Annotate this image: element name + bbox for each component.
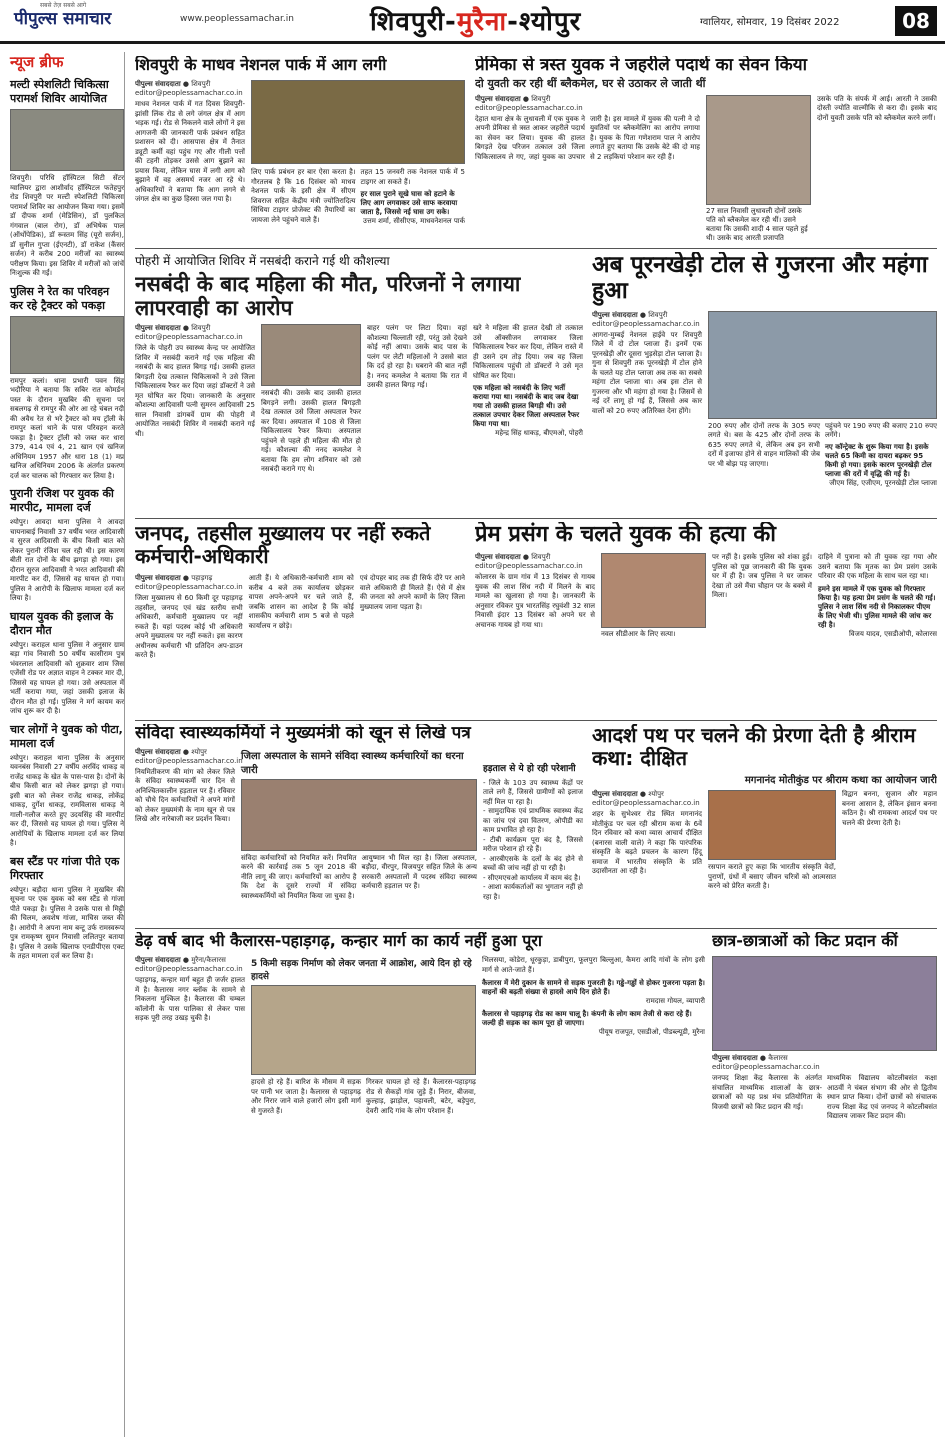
story-text: तहत 15 जनवरी तक नेशनल पार्क में 5 टाइगर आ सकते हैं। <box>360 168 465 186</box>
youth-photo <box>706 95 811 205</box>
brief-headline: घायल युवक की इलाज के दौरान मौत <box>10 609 114 637</box>
website-link[interactable]: www.peoplessamachar.in <box>180 14 294 24</box>
kicker: पोहरी में आयोजित शिविर में नसबंदी कराने गई थी कौशल्या <box>135 254 390 268</box>
students-photo <box>712 956 937 1051</box>
email: editor@peoplessamachar.co.in <box>135 333 243 342</box>
quote-author: महेन्द्र सिंह धाकड़, बीएमओ, पोहरी <box>495 429 583 438</box>
deck: जिला अस्पताल के सामने संविदा स्वास्थ्य कर्मचारियों का धरना जारी <box>241 750 464 776</box>
story-text: पहाड़गढ़, कन्हार मार्ग बहुत ही जर्जर हालत में है। कैलारस नगर ब्लॉक के सामने से निकलना मुश्किल है। कैलारस की चम्बल कॉलोनी के पास पालिका से लेकर पास सड़क पूरी तरह उखड़ चुकी है। <box>135 976 245 1023</box>
section-part3: -श्योपुर <box>507 7 582 37</box>
story-text: नसबंदी की। उसके बाद उसकी हालत बिगड़ने लगी। उसकी हालत बिगड़ती देख तत्काल उसे जिला अस्पताल रैफर कर दिया। अस्पताल में 108 से जिला चिकित्सालय रैफर किया। अस्पताल पहुंचने से पहले ही महिला की मौत हो गई। कौशल्या की ननद कमलेश ने बताया कि हम लोग शनिवार को उसे नसबंदी कराने गए थे। <box>261 389 361 474</box>
story-text: 200 रुपए और दोनों तरफ के 305 रुपए लगते थे। बस के 425 और दोनों तरफ के 635 रुपए लगते थे, लेकिन अब इन सभी दरों में इजाफा होने से वाहन मालिकों की जेब पर भी बोझ पड़ जाएगा। <box>708 421 820 468</box>
story-text: हादसे हो रहे हैं। बारिश के मौसम में सड़क पर पानी भर जाता है। कैलारस से पहाड़गढ़ और निरार जाने वाले हजारों लोग इसी मार्ग से गुजरते हैं। <box>251 1078 361 1115</box>
brief-text: रामपुर कलां। थाना प्रभारी पवन सिंह भदौरिया ने बताया कि सबिर रात कोमर्डन पस्त के दौरान मुखबिर की सूचना पर सबलगढ़ से रामपुर की ओर आ रहे चंबल नदी की अवैध रेत से भरे ट्रैक्टर को मय ट्रॉली के रामपुर कलां थाने के पास परिवहन करते पकड़ा है। ट्रैक्टर ट्रॉली को जब्त कर धारा 379, 414 एवं 4, 21 खान एवं खनिज अधिनियम 1957 और धारा 18 (1) मप्र खनिज अधिनियम 2006 के अंतर्गत प्रकरण दर्ज कर चालक को गिरफ्तार कर लिया है। <box>10 376 124 480</box>
story-text: जिला मुख्यालय से 60 किमी दूर पहाड़गढ़ तहसील, जनपद एवं खंड स्तरीय सभी अधिकारी, कर्मचारी मुख्यालय पर नहीं रुकते हैं। यहां पदस्थ कोई भी अधिकारी अपने मुख्यालय पर नहीं रुकते। इस कारण अधीनस्थ कर्मचारी भी प्रतिदिन अप-डाउन करते हैं। <box>135 594 243 659</box>
sidebar-item: - टीबी कार्यक्रम पूरा बंद है, जिससे मरीज परेशान हो रहे हैं। <box>483 835 583 854</box>
brief-text: श्योपुर। बड़ौदा थाना पुलिस ने मुखबिर की सूचना पर एक युवक को बस स्टैंड से गांजा पीते पकड़ा है। पुलिस ने उसके पास से मिट्टी की चिलम, अवशेष गांजा, माचिस जब्त की है। आरोपी ने अपना नाम बन्टू उर्फ रामस्वरूप पुत्र रामकृष्ण सुमन निवासी ललितपुर बताया है। पुलिस ने उसके खिलाफ एनडीपीएस एक्ट के तहत मामला दर्ज कर लिया है। <box>10 885 124 960</box>
story-murder <box>475 522 937 717</box>
email: editor@peoplessamachar.co.in <box>475 103 583 112</box>
headline: प्रेमिका से त्रस्त युवक ने जहरीले पदार्थ का सेवन किया <box>475 56 807 75</box>
quote: हमने इस मामले में एक युवक को गिरफ्तार किया है। यह हत्या प्रेम प्रसंग के चलते की गई। पुलिस ने लाश सिंध नदी से निकालकर पीएम के लिए भेजी थी। पुलिस मामले की जांच कर रही है। <box>818 584 936 629</box>
section-part2: मुरैना <box>456 7 508 37</box>
byline: पीपुल्स संवाददाता ● श्योपुर <box>592 790 664 798</box>
story-text: लिए पार्क प्रबंधन हर बार ऐसा करता है। गौरतलब है कि 16 दिसंबर को माधव नेशनल पार्क के इसी क्षेत्र में सीएम शिवराज सहित केंद्रीय मंत्री ज्योतिरादित्य सिंधिया टाइगर प्रोजेक्ट की तैयारियों का जायजा लेने पहुंचने वाले हैं। <box>251 168 356 224</box>
section-title <box>370 2 581 38</box>
quote-author: जीएम सिंह, एजीएम, पूरनखेड़ी टोल प्लाजा <box>829 478 937 487</box>
story-text: भिलसया, कोडेरा, धूरकुड़ा, डाबीपुरा, फूलपुरा बिल्लुआ, कैमरा आदि गांवों के लोग इसी मार्ग से आते-जाते हैं। <box>482 956 705 974</box>
story-text: खरे ने महिला की हालत देखी तो तत्काल उसे ऑक्सीजन लगवाकर जिला चिकित्सालय रैफर कर दिया, लेकिन रास्ते में ही उसने दम तोड़ दिया। जब वह जिला चिकित्सालय पहुंची तो डॉक्टरों ने उसे मृत घोषित कर दिया। <box>473 324 583 380</box>
headline: आदर्श पथ पर चलने की प्रेरणा देती है श्रीराम कथा: दीक्षित <box>592 724 916 770</box>
sidebar-item: - आशा कार्यकर्ताओं का भुगतान नहीं हो रहा है। <box>483 883 583 901</box>
logo-tagline: सबसे तेज़ सबसे आगे <box>40 2 87 9</box>
sidebar-item: - जिले के 103 उप स्वास्थ्य केंद्रों पर ताले लगे हैं, जिससे ग्रामीणों को इलाज नहीं मिल पा रहा है। <box>483 778 583 806</box>
brief-text: श्योपुर। कराहल थाना पुलिस के अनुसार यवनबंस निवासी 27 वर्षीय अरविंद धाकड़ व राजेंद्र धाकड़ के खेत के पास-पास है। दोनों के बीच किसी बात को लेकर झगड़ा हो गया। इसी बात को लेकर राजेंद्र धाकड़, लोकेंद्र धाकड़, दुर्गेश धाकड़, रामविलास धाकड़ ने गाली-गलौज करते हुए उदयसिंह की मारपीट कर दी, जिससे वह घायल हो गया। पुलिस ने आरोपियों के खिलाफ मामला दर्ज कर लिया है। <box>10 753 124 847</box>
divider <box>135 928 937 929</box>
story-text: बाहर पलंग पर लिटा दिया। वहां कौशल्या चिल्लाती रही, परंतु उसे देखने कोई नहीं आया। उसके बाद पास के पलंग पर लेटी महिलाओं ने उससे बात कि दर्द हो रहा है। घबराने की बात नहीं है। ननद कमलेश ने बताया कि रात में उसकी हालत बिगड़ गई। <box>367 324 467 390</box>
section-part1: शिवपुरी- <box>370 7 457 37</box>
brief-headline: पुलिस ने रेत का परिवहन कर रहे ट्रैक्टर को पकड़ा <box>10 284 110 312</box>
damaged-road-photo <box>251 985 476 1075</box>
story-text: एवं दोपहर बाद तक ही सिर्फ दौरे पर आने वाले अधिकारी ही मिलते हैं। ऐसे में क्षेत्र की जनता को अपने कामों के लिए जिला मुख्यालय जाना पड़ता है। <box>359 574 465 611</box>
divider <box>135 518 937 519</box>
story-ram-katha <box>592 724 937 924</box>
story-officials <box>135 522 465 717</box>
story-sterilization <box>135 252 583 514</box>
quote: एक महिला को नसबंदी के लिए भर्ती कराया गया था। नसबंदी के बाद जब देखा गया तो उसकी हालत बिगड़ी थी। उसे तत्काल उपचार देकर जिला अस्पताल रैफर किया गया था। <box>473 384 580 429</box>
toll-plaza-photo <box>708 311 937 419</box>
quote-author: रामदास गोयल, व्यापारी <box>645 997 705 1006</box>
deck: दो युवती कर रही थीं ब्लैकमेल, घर से उठाकर ले जाती थीं <box>475 76 706 90</box>
story-text: जनपद शिक्षा केंद्र कैलारस के अंतर्गत संचालित माध्यमिक शालाओं के छात्र-छात्राओं को यह प्रश्न मंच प्रतियोगिता के विजयी छात्रों को किट प्रदान की गई। <box>712 1074 822 1111</box>
story-text: पर नहीं है। इसके पुलिस को शंका हुई। पुलिस को पूछ जानकारी की कि युवक घर में ही है। जब पुलिस ने घर जाकर देखा तो उसे मैंचा चौहान पर के बक्से में मिला। <box>712 553 812 600</box>
brief-headline: पुरानी रंजिश पर युवक की मारपीट, मामला दर्ज <box>10 487 114 514</box>
brief-text: शिवपुरी। परिधि हॉस्पिटल सिटी सेंटर ग्वालियर द्वारा आशीर्वाद हॉस्पिटल फतेहपुर रोड शिवपुरी पर मल्टी स्पेशलिटी चिकित्सा परामर्श शिविर का आयोजन किया गया। इसमें डॉ दीपक शर्मा (मेडिसिन), डॉ पुलकित गंगवाल (बाल रोग), डॉ अभिषेक पाल (ऑर्थोपेडिक), डॉ रूस्तम सिंह (यूरो सर्जन), डॉ सुनील गुप्ता (ईएनटी), डॉ राकेश (कैंसर सर्जन) ने करीब 200 मरीजों का स्वास्थ्य परीक्षण किया। इस शिविर में मरीजों को जांचें निःशुल्क की गईं। <box>10 174 124 277</box>
page-number: 08 <box>895 6 937 36</box>
headline: डेढ़ वर्ष बाद भी कैलारस-पहाड़गढ़, कन्हार मार्ग का कार्य नहीं हुआ पूरा <box>135 932 543 950</box>
divider <box>135 720 937 721</box>
dateline: ग्वालियर, सोमवार, 19 दिसंबर 2022 <box>700 17 840 28</box>
quote-author: पीयूष राजपूत, एसडीओ, पीडब्ल्यूडी, मुरैना <box>598 1028 705 1037</box>
byline: पीपुल्स संवाददाता ● शिवपुरी <box>135 80 211 89</box>
story-text: गिरकर घायल हो रहे हैं। कैलारस-पहाड़गढ़ रोड से सैकड़ों गांव जुड़े हैं। निरार, बीजवा, कुल्हाड़, झाड़ोल, पहावली, बटेर, बड़ेपुरा, देवरी आदि गांव के लोग परेशान हैं। <box>366 1078 476 1115</box>
story-text: शहर के सुभेश्वर रोड स्थित मगनानंद मोतीकुंड पर चल रही श्रीराम कथा के 6वें दिन रविवार को कथा व्यास आचार्य दीक्षित (बनारस वाली वाले) ने कहा कि पारंपरिक संस्कृति के बढ़ते प्रचलन के कारण हिंदू समाज में भारतीय संस्कृति के प्रति उदासीनता आ रही है। <box>592 810 702 875</box>
headline: छात्र-छात्राओं को किट प्रदान कीं <box>712 932 898 950</box>
victim-photo <box>601 553 706 628</box>
story-text: पहुंचने पर 190 रुपए की बजाए 210 रुपए लगेंगे। <box>825 421 937 440</box>
story-text: उसके पति के संपर्क में आई। आरती ने उसकी दोस्ती ज्योति वाल्मीकि से करा दी। इसके बाद दोनों युवती उसके पति को ब्लैकमेल करने लगीं। <box>817 94 937 122</box>
story-text: संविदा कर्मचारियों को नियमित करें। नियमित करने की कार्रवाई तक 5 जून 2018 की नीति लागू की जाए। कर्मचारियों का आरोप है कि देश के दूसरे राज्यों में संविदा स्वास्थ्यकर्मियों को नियमित किया जा चुका है। <box>241 853 357 900</box>
brief-headline: चार लोगों ने युवक को पीटा, मामला दर्ज <box>10 722 123 750</box>
story-text: नियमितीकरण की मांग को लेकर जिले के संविदा स्वास्थ्यकर्मी चार दिन से अनिश्चितकालीन हड़ताल पर हैं। रविवार को चौथे दिन कर्मचारियों ने अपने मांगों को लेकर मुख्यमंत्री के नाम खून से पत्र लिखे और नारेबाजी कर प्रदर्शन किया। <box>135 767 235 824</box>
story-kits <box>712 932 937 1182</box>
brief-text: श्योपुर। कराहल थाना पुलिस ने अनुसार ग्राम बड़ा गांव निवासी 50 वर्षीय कासीराम पुत्र भंवरलाल आदिवासी को शुक्रवार शाम जिस एजेंसी रोड पर अज्ञात वाहन ने टक्कर मार दी, जिससे वह घायल हो गया। उसे अस्पताल में भर्ती कराया गया, जहां उसकी इलाज के दौरान मौत हो गई। पुलिस ने मर्ग कायम कर जांच शुरू कर दी है। <box>10 640 124 715</box>
story-text: आयुष्मान भी मिल रहा है। जिला अस्पताल, बड़ौदा, वीरपुर, विजयपुर सहित जिले के अन्य सरकारी अस्पतालों में पदस्थ संविदा स्वास्थ्य कर्मचारी हड़ताल पर हैं। <box>361 853 477 891</box>
story-blood-letters <box>135 724 583 924</box>
email: editor@peoplessamachar.co.in <box>135 756 243 765</box>
brief-photo-camp <box>10 109 124 171</box>
headline: प्रेम प्रसंग के चलते युवक की हत्या की <box>475 522 776 547</box>
byline: पीपुल्स संवाददाता ● मुरैना/कैलारस <box>135 956 226 965</box>
deck: मगनानंद मोतीकुंड पर श्रीराम कथा का आयोजन जारी <box>744 775 937 786</box>
headline: जनपद, तहसील मुख्यालय पर नहीं रुकते कर्मचारी-अधिकारी <box>135 522 431 568</box>
brief-photo-tractor <box>10 316 124 374</box>
email: editor@peoplessamachar.co.in <box>475 562 583 571</box>
headline: संविदा स्वास्थ्यकर्मियों ने मुख्यमंत्री को खून से लिखे पत्र <box>135 724 471 743</box>
byline: पीपुल्स संवाददाता ● कैलारस <box>712 1054 788 1063</box>
story-park-fire <box>135 56 465 246</box>
sidebar-item: - सामुदायिक एवं प्राथमिक स्वास्थ्य केंद्र का जांच एवं दवा वितरण, ओपीडी का काम प्रभावित हो रहा है। <box>483 807 583 835</box>
story-text: रसपान कराते हुए कहा कि भारतीय संस्कृति वेदों, पुराणों, ग्रंथों में बसाए जीवन चरित्रों को आत्मसात करने को प्रेरित करती है। <box>708 863 836 890</box>
sidebar-heading: हड़ताल से ये हो रही परेशानी <box>483 763 576 774</box>
quote-author: विजय यादव, एसडीओपी, कोलारस <box>848 629 937 638</box>
quote: हर साल पुराने सूखे घास को हटाने के लिए आग लगवाकर उसे साफ करवाया जाता है, जिससे नई घास उग सके। <box>360 190 458 217</box>
email: editor@peoplessamachar.co.in <box>712 1063 820 1072</box>
story-text: दाहिने में पुत्राना को ती युवक रहा गया और उसने बताया कि मृतक का प्रेम प्रसंग उसके परिवार की एक महिला के साथ चल रहा था। <box>818 553 937 581</box>
quote: कैलारस में मेरी दुकान के सामने से सड़क गुजरती है। गड्ढे-गड्ढों से होकर गुजरना पड़ता है। वाहनों की बढ़ती संख्या से हादसे आये दिन होते हैं। <box>482 979 705 997</box>
byline: पीपुल्स संवाददाता ● शिवपुरी <box>475 94 551 103</box>
deck: 5 किमी सड़क निर्माण को लेकर जनता में आक्रोश, आये दिन हो रहे हादसे <box>251 959 472 983</box>
masthead <box>0 0 945 44</box>
hospital-photo <box>261 324 361 386</box>
sidebar-item: - आरबीएसके के दलों के बंद होने से बच्चों की जांच नहीं हो पा रही है। <box>483 854 583 873</box>
story-text: जिले के पोहरी उप स्वास्थ्य केन्द्र पर आयोजित शिविर में नसबंदी कराने गई एक महिला की नसबंदी के बाद हालत बिगड़ गई। उसकी हालत बिगड़ती देख तत्काल चिकित्सकों ने उसे जिला चिकित्सालय रैफर कर दिया जहां डॉक्टरों ने उसे मृत घोषित कर दिया। जानकारी के अनुसार कौशल्या आदिवासी पत्नी सुमरन आदिवासी 25 साल निवासी डांगबर्वे ग्राम की पोहरी में आयोजित नसबंदी शिविर में नसबंदी कराने गई थी। <box>135 344 255 438</box>
news-brief-column <box>10 52 125 1437</box>
byline: पीपुल्स संवाददाता ● शिवपुरी <box>475 553 551 562</box>
byline: पीपुल्स संवाददाता ● शिवपुरी <box>135 324 211 333</box>
protest-photo <box>241 779 477 851</box>
headline: अब पूरनखेड़ी टोल से गुजरना और महंगा हुआ <box>592 252 928 305</box>
photo-caption: 27 साल निवासी लुधावली दोनों उसके पति को ब्लैकमेल कर रही थीं। उसने बताया कि उसकी शादी 4 साल पहले हुई थी। उसके बाद आरती प्रजापति <box>706 206 808 242</box>
story-road <box>135 932 705 1182</box>
headline: शिवपुरी के माधव नेशनल पार्क में आग लगी <box>135 56 387 74</box>
brief-headline: बस स्टैंड पर गांजा पीते एक गिरफ्तार <box>10 854 120 882</box>
byline: पीपुल्स संवाददाता ● शिवपुरी <box>592 310 668 319</box>
quote: कैलारस से पहाड़गढ़ रोड का काम चालू है। कंपनी के लोग काम तेजी से करा रहे हैं। जल्दी ही सड़क का काम पूरा हो जाएगा। <box>482 1010 692 1028</box>
photo-caption: नवल सीडीआर के लिए सत्या। <box>601 630 676 639</box>
divider <box>135 248 937 249</box>
story-text: विद्वान बनना, सुजान और महान बनना आसान है, लेकिन इंसान बनना कठिन है। श्री रामकथा आदर्श पथ पर चलने की प्रेरणा देती है। <box>842 790 937 827</box>
brief-text: श्योपुर। आवदा थाना पुलिस ने आवदा चायनाबाई निवासी 37 वर्षीय भरत आदिवासी व सुरज आदिवासी के बीच किसी बात को लेकर पुरानी रंजिश चल रही थी। इस कारण बीती रात दोनों के बीच झगड़ा हो गया। इस दौरान सुरज आदिवासी ने भरत आदिवासी की मारपीट कर दी, जिससे वह घायल हो गया। पुलिस ने आरोपी के खिलाफ मामला दर्ज कर लिया है। <box>10 518 124 602</box>
newspaper-logo: पीपुल्स समाचार <box>14 9 112 29</box>
brief-headline: मल्टी स्पेशलिटी चिकित्सा परामर्श शिविर आयोजित <box>10 78 109 105</box>
email: editor@peoplessamachar.co.in <box>592 319 700 328</box>
story-text: माधव नेशनल पार्क में गत दिवस शिवपुरी-झांसी लिंक रोड से लगे जंगल क्षेत्र में आग भड़क गई। रोड से निकलने वाले लोगों ने इस आगजनी की जानकारी पार्क प्रबंधन सहित प्रशासन को दी। आसपास क्षेत्र में तैनात ड्यूटी कर्मी वहां पहुंच गए और गीली पत्तों की टहनी तोड़कर उससे आग बुझाने का प्रयास किया, लेकिन घास में लगी आग को बुझाने में वह असमर्थ नजर आ रहे थे। अधिकारियों ने बताया कि आग लगने से जंगल क्षेत्र का कुछ हिस्सा जल गया है। <box>135 100 245 204</box>
email: editor@peoplessamachar.co.in <box>135 583 243 591</box>
story-toll <box>592 252 937 514</box>
news-brief-title: न्यूज ब्रीफ <box>10 53 64 71</box>
email: editor@peoplessamachar.co.in <box>592 799 700 807</box>
story-text: माध्यमिक विद्यालय कोटलीबसंत कक्षा आठवीं ने चंबल संभाग की ओर से द्वितीय स्थान प्राप्त किया। दोनों छात्रों को संचालक राज्य शिक्षा केंद्र एवं जनपद ने कोटलीबसंत विद्यालय जाकर किट प्रदान की। <box>827 1074 937 1121</box>
story-text: आती हैं। ये अधिकारी-कर्मचारी शाम को करीब 4 बजे तक कार्यालय छोड़कर वापस अपने-अपने घर चले जाते हैं, जबकि शासन का आदेश है कि कोई शासकीय कर्मचारी शाम 5 बजे से पहले कार्यालय न छोड़े। <box>248 574 354 630</box>
byline: पीपुल्स संवाददाता ● पहाड़गढ़ <box>135 574 213 582</box>
headline: नसबंदी के बाद महिला की मौत, परिजनों ने लगाया लापरवाही का आरोप <box>135 272 521 321</box>
byline: पीपुल्स संवाददाता ● श्योपुर <box>135 747 207 756</box>
quote-author: उत्तम शर्मा, सीसीएफ, माधवनेशनल पार्क <box>363 217 465 226</box>
forest-fire-photo <box>251 80 465 164</box>
sidebar-item: - सीएमएचओ कार्यालय में काम बंद है। <box>483 873 581 882</box>
story-text: कोलारस के ग्राम गांव में 13 दिसंबर से गायब युवक की लाश सिंध नदी में मिलने के बाद मामले का खुलासा हो गया है। जानकारी के अनुसार रविकर पुत्र भारतसिंह रघुवंशी 32 साल निवासी इंदार 13 दिसंबर को अपने घर से अचानक गायब हो गया था। <box>475 573 595 629</box>
email: editor@peoplessamachar.co.in <box>135 89 243 98</box>
story-text: देहात थाना क्षेत्र के लुधावली में एक युवक ने अपनी प्रेमिका से त्रस्त आकर जहरीले पदार्थ का सेवन कर लिया। युवक की हालत बिगड़ते देख परिजन तत्काल उसे जिला चिकित्सालय ले गए, जहां युवक का उपचार जारी है। इस मामले में युवक की पत्नी ने दो युवतियों पर ब्लैकमेलिंग का आरोप लगाया है। युवक के पिता गणेशराम पाल ने आरोप लगाते हुए बताया कि उसके बेटे की दो माह से 2 लड़कियां परेशान कर रही हैं। <box>475 114 700 161</box>
story-text: आगरा-मुम्बई नेशनल हाईवे पर शिवपुरी जिले में दो टोल प्लाजा हैं। इनमें एक पूरनखेड़ी और दूसरा भुड़सेड़ा टोल प्लाजा है। गुना से शिवपुरी तक पूरनखेड़ी में टोल होने के चलते यह टोल प्लाजा अब तक का सबसे महंगा टोल प्लाजा था। अब इस टोल से गुजरना और भी महंगा हो गया है। जिसमें से नई दरें लागू हो गई हैं, जिससे अब कार वालों को 20 रुपए अतिरिक्त देना होंगे। <box>592 330 702 415</box>
quote: नए कॉन्ट्रेक्ट के शुरू किया गया है। इसके चलते 65 किमी का दायरा बढ़कर 95 किमी हो गया। इसके कारण पूरनखेड़ी टोल प्लाजा की दरों में वृद्धि की गई है। <box>825 442 932 478</box>
email: editor@peoplessamachar.co.in <box>135 965 243 974</box>
katha-photo <box>708 790 836 860</box>
story-blackmail <box>475 56 937 246</box>
